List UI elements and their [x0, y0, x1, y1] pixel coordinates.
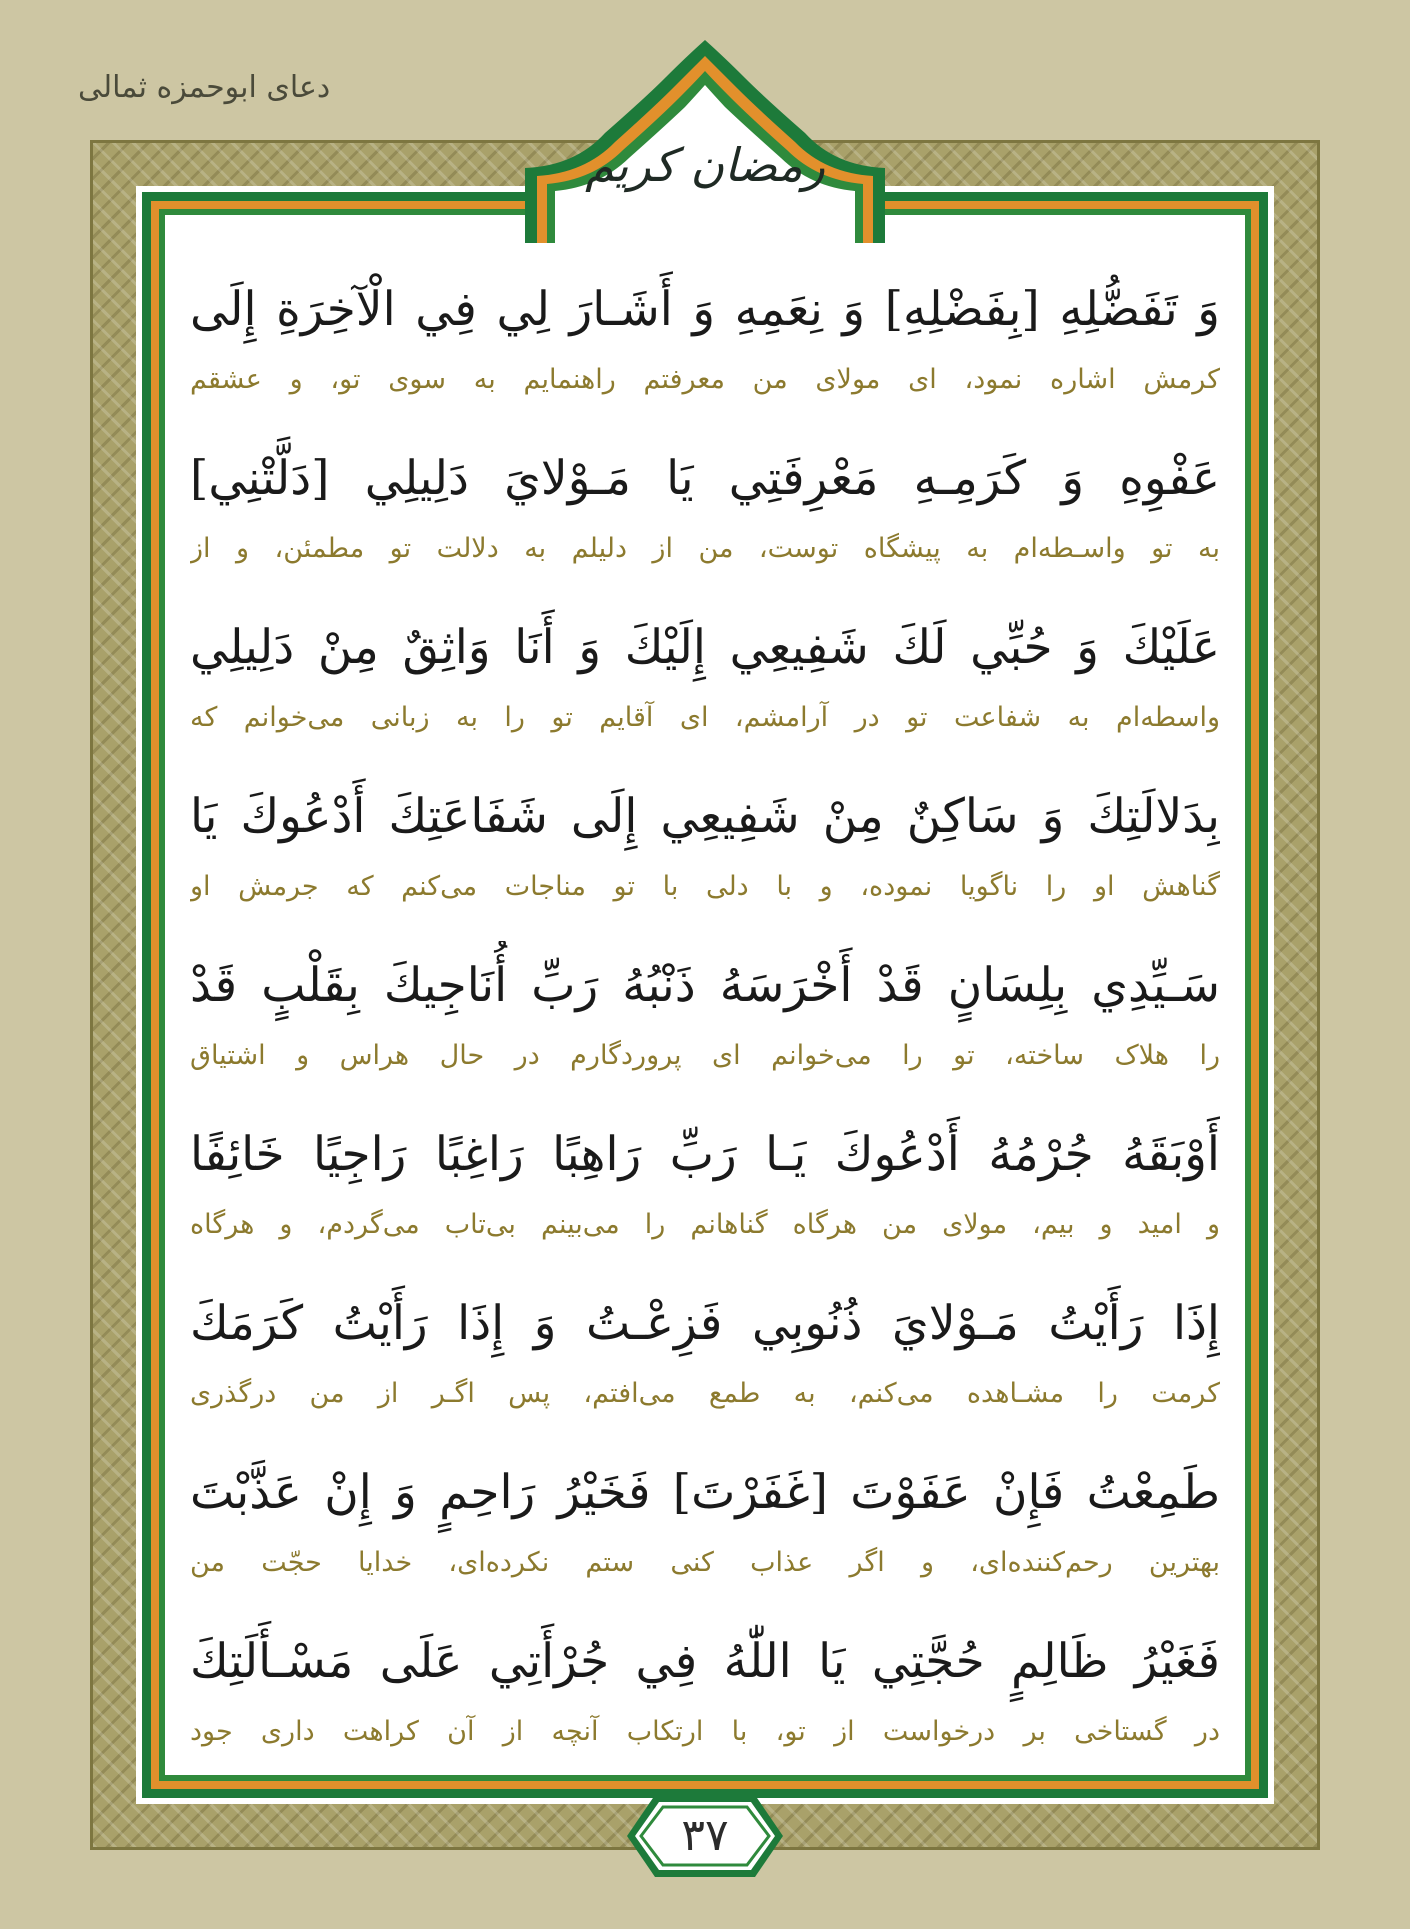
- verse-block: [190, 1110, 1220, 1279]
- persian-translation-line: و امید و بیم، مولای من هرگاه گناهانم را می‌بینم بی‌تاب می‌گردم، و هرگاه: [190, 1209, 1220, 1240]
- arabic-line: سَـيِّدِي بِلِسَانٍ قَدْ أَخْرَسَهُ ذَنْبُهُ رَبِّ أُنَاجِيكَ بِقَلْبٍ قَدْ: [190, 958, 1220, 1013]
- verse-block: [190, 941, 1220, 1110]
- emblem-text: رمضان کریم: [585, 138, 825, 192]
- persian-translation-line: واسطه‌ام به شفاعت تو در آرامشم، ای آقایم تو را به زبانی می‌خوانم که: [190, 702, 1220, 733]
- ramadan-emblem: [515, 38, 895, 248]
- verse-block: [190, 1617, 1220, 1786]
- arabic-line: بِدَلالَتِكَ وَ سَاكِنٌ مِنْ شَفِيعِي إِلَى شَفَاعَتِكَ أَدْعُوكَ يَا: [190, 789, 1220, 844]
- verse-block: [190, 1448, 1220, 1617]
- page-number: ۳۷: [681, 1810, 729, 1861]
- verse-block: [190, 603, 1220, 772]
- prayer-text: [190, 265, 1220, 1786]
- arabic-line: إِذَا رَأَيْتُ مَـوْلايَ ذُنُوبِي فَزِعْـتُ وَ إِذَا رَأَيْتُ كَرَمَكَ: [190, 1296, 1220, 1351]
- persian-translation-line: کرمش اشاره نمود، ای مولای من معرفتم راهنمایم به سوی تو، و عشقم: [190, 364, 1220, 395]
- persian-translation-line: به تو واسـطه‌ام به پیشگاه توست، من از دلیلم به دلالت تو مطمئن، و از: [190, 533, 1220, 564]
- arabic-line: أَوْبَقَهُ جُرْمُهُ أَدْعُوكَ يَـا رَبِّ رَاهِبًا رَاغِبًا رَاجِيًا خَائِفًا: [190, 1127, 1220, 1182]
- persian-translation-line: بهترین رحم‌کننده‌ای، و اگر عذاب کنی ستم نکرده‌ای، خدایا حجّت من: [190, 1547, 1220, 1578]
- verse-block: [190, 772, 1220, 941]
- persian-translation-line: کرمت را مشـاهده می‌کنم، به طمع می‌افتم، پس اگـر از من درگذری: [190, 1378, 1220, 1409]
- verse-block: [190, 434, 1220, 603]
- persian-translation-line: را هلاک ساخته، تو را می‌خوانم ای پروردگارم در حال هراس و اشتیاق: [190, 1040, 1220, 1071]
- arabic-line: عَفْوِهِ وَ كَرَمِـهِ مَعْرِفَتِي يَا مَـوْلايَ دَلِيلِي [دَلَّتْنِي]: [190, 451, 1220, 506]
- arabic-line: عَلَيْكَ وَ حُبِّي لَكَ شَفِيعِي إِلَيْكَ وَ أَنَا وَاثِقٌ مِنْ دَلِيلِي: [190, 620, 1220, 675]
- arabic-line: طَمِعْتُ فَإِنْ عَفَوْتَ [غَفَرْتَ] فَخَيْرُ رَاحِمٍ وَ إِنْ عَذَّبْتَ: [190, 1465, 1220, 1520]
- persian-translation-line: گناهش او را ناگویا نموده، و با دلی با تو مناجات می‌کنم که جرمش او: [190, 871, 1220, 902]
- arabic-line: فَغَيْرُ ظَالِمٍ حُجَّتِي يَا اللّٰهُ فِي جُرْأَتِي عَلَى مَسْـأَلَتِكَ: [190, 1634, 1220, 1689]
- verse-block: [190, 265, 1220, 434]
- persian-translation-line: در گستاخی بر درخواست از تو، با ارتکاب آنچه از آن کراهت داری جود: [190, 1716, 1220, 1747]
- page-number-badge: [625, 1793, 785, 1879]
- arabic-line: وَ تَفَضُّلِهِ [بِفَضْلِهِ] وَ نِعَمِهِ وَ أَشَـارَ لِي فِي الْآخِرَةِ إِلَى: [190, 282, 1220, 337]
- book-title: دعای ابوحمزه ثمالی: [78, 70, 331, 105]
- verse-block: [190, 1279, 1220, 1448]
